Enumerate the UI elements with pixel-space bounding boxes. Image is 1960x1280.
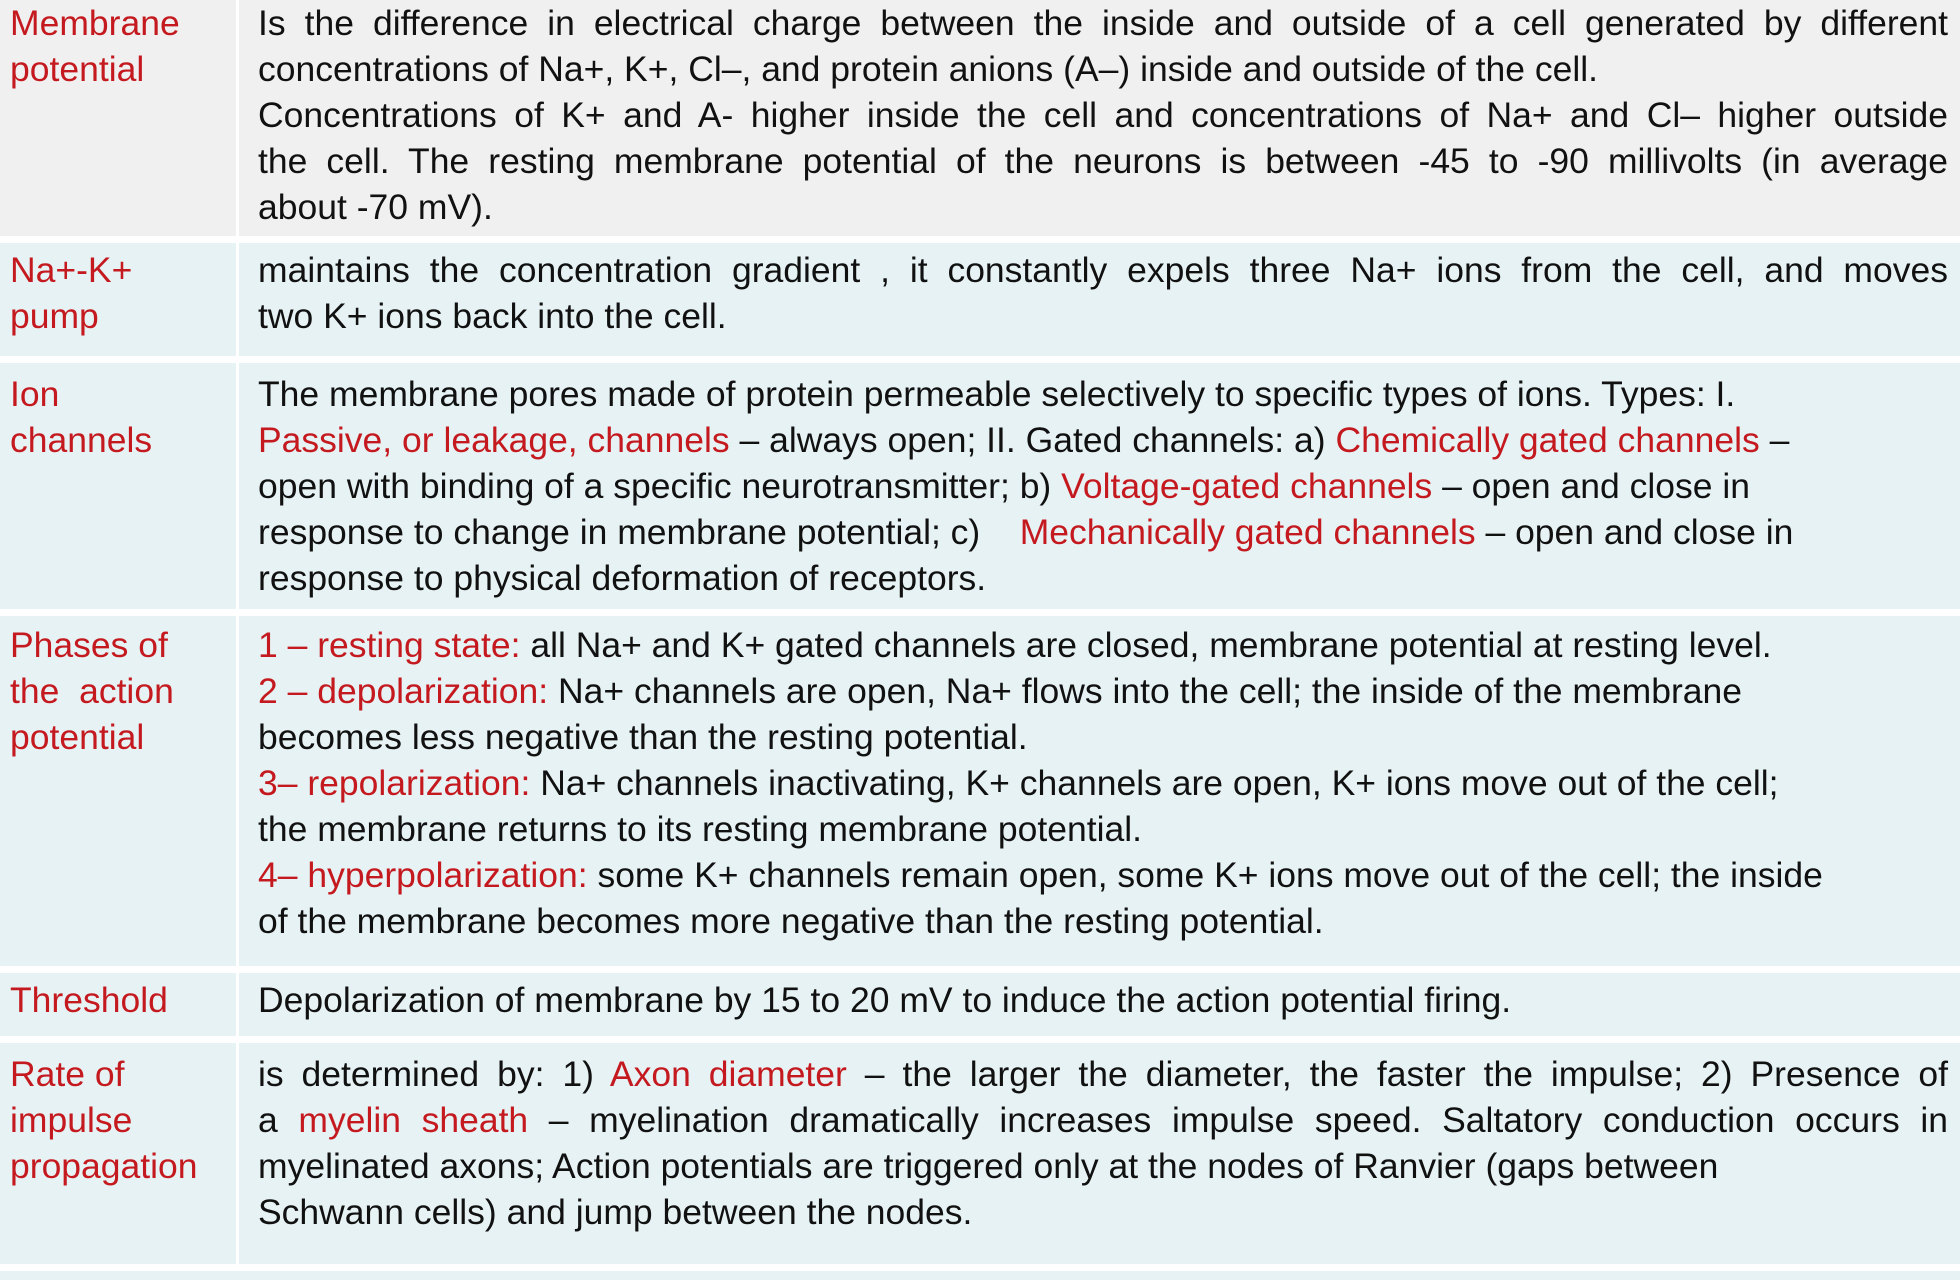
text-span: all Na+ and K+ gated channels are closed, membrane potential at resting level. <box>520 625 1772 665</box>
definition-line <box>258 417 1948 463</box>
term-line: Threshold <box>10 980 168 1020</box>
text-span: – open and close in <box>1432 466 1750 506</box>
highlight-term: Axon diameter <box>609 1054 847 1094</box>
table-row <box>0 243 1960 356</box>
term-cell <box>10 1051 225 1189</box>
text-span: Na+ channels are open, Na+ flows into the cell; the inside of the membrane <box>548 671 1743 711</box>
definition-line <box>258 509 1948 555</box>
table-row <box>0 973 1960 1036</box>
definition-line: about -70 mV). <box>258 187 493 227</box>
table-row <box>0 0 1960 236</box>
definition-cell <box>258 0 1948 230</box>
definition-cell <box>258 371 1948 601</box>
phase-line <box>258 760 1948 806</box>
definition-line: Schwann cells) and jump between the nodes. <box>258 1192 973 1232</box>
definition-cell <box>258 1051 1948 1235</box>
table-row <box>0 616 1960 966</box>
text-span: Na+ channels inactivating, K+ channels are open, K+ ions move out of the cell; <box>530 763 1779 803</box>
highlight-term: Passive, or leakage, channels <box>258 420 730 460</box>
phase-line <box>258 622 1948 668</box>
column-divider <box>236 363 239 609</box>
highlight-term: myelin sheath <box>298 1100 529 1140</box>
term-line: potential <box>10 717 145 757</box>
definition-line: concentrations of Na+, K+, Cl–, and protein anions (A–) inside and outside of the cell. <box>258 49 1598 89</box>
phase-label: 3– repolarization: <box>258 763 531 803</box>
column-divider <box>236 0 239 236</box>
phase-line: the membrane returns to its resting membrane potential. <box>258 809 1142 849</box>
table-row <box>0 1043 1960 1264</box>
term-line: Phases of <box>10 625 168 665</box>
phase-label: 4– hyperpolarization: <box>258 855 588 895</box>
phase-label: 1 – resting state: <box>258 625 521 665</box>
definition-line: the cell. The resting membrane potential of the neurons is between -45 to -90 millivolts (in average <box>258 141 1948 181</box>
phase-line <box>258 668 1948 714</box>
term-cell <box>10 977 225 1023</box>
term-line: pump <box>10 296 99 336</box>
term-line: channels <box>10 420 153 460</box>
phase-line: of the membrane becomes more negative than the resting potential. <box>258 901 1324 941</box>
highlight-term: Voltage-gated channels <box>1061 466 1433 506</box>
phase-label: 2 – depolarization: <box>258 671 549 711</box>
term-line: Membrane <box>10 3 180 43</box>
text-span: – <box>1759 420 1790 460</box>
highlight-term: Mechanically gated channels <box>1019 512 1476 552</box>
term-cell <box>10 247 225 339</box>
text-span: – the larger the diameter, the faster the impulse; 2) Presence of <box>846 1054 1949 1094</box>
column-divider <box>236 973 239 1036</box>
term-line: Ion <box>10 374 60 414</box>
text-span: response to change in membrane potential; c) <box>258 512 1020 552</box>
text-span: is determined by: 1) <box>258 1054 610 1094</box>
table-row-bottom-strip <box>0 1271 1960 1280</box>
highlight-term: Chemically gated channels <box>1335 420 1760 460</box>
term-line: impulse <box>10 1100 133 1140</box>
definition-line: two K+ ions back into the cell. <box>258 296 727 336</box>
definition-line: Is the difference in electrical charge between the inside and outside of a cell generated by different <box>258 3 1948 43</box>
term-line: potential <box>10 49 145 89</box>
text-span: – always open; II. Gated channels: a) <box>729 420 1336 460</box>
definition-line: Concentrations of K+ and A- higher inside the cell and concentrations of Na+ and Cl– higher outside <box>258 95 1948 135</box>
phase-line: becomes less negative than the resting potential. <box>258 717 1028 757</box>
definition-cell <box>258 247 1948 339</box>
definition-line <box>258 1051 1948 1097</box>
column-divider <box>236 616 239 966</box>
definition-line: The membrane pores made of protein permeable selectively to specific types of ions. Types: I. <box>258 374 1736 414</box>
text-span: – open and close in <box>1475 512 1794 552</box>
column-divider <box>236 1043 239 1264</box>
definition-cell <box>258 622 1948 944</box>
text-span: open with binding of a specific neurotransmitter; b) <box>258 466 1062 506</box>
term-line: propagation <box>10 1146 198 1186</box>
definition-line <box>258 1097 1948 1143</box>
definition-line: myelinated axons; Action potentials are triggered only at the nodes of Ranvier (gaps between <box>258 1146 1719 1186</box>
definition-line: Depolarization of membrane by 15 to 20 mV to induce the action potential firing. <box>258 980 1512 1020</box>
text-span: – myelination dramatically increases impulse speed. Saltatory conduction occurs in <box>528 1100 1948 1140</box>
term-line: Na+-K+ <box>10 250 133 290</box>
definition-line: maintains the concentration gradient , it constantly expels three Na+ ions from the cell, and moves <box>258 250 1948 290</box>
term-cell <box>10 622 225 760</box>
text-span: a <box>258 1100 299 1140</box>
term-line: Rate of <box>10 1054 125 1094</box>
column-divider <box>236 243 239 356</box>
definition-cell <box>258 977 1948 1023</box>
definition-line: response to physical deformation of receptors. <box>258 558 987 598</box>
term-cell <box>10 371 225 463</box>
term-line: the action <box>10 671 174 711</box>
phase-line <box>258 852 1948 898</box>
definition-line <box>258 463 1948 509</box>
text-span: some K+ channels remain open, some K+ ions move out of the cell; the inside <box>587 855 1823 895</box>
table-row <box>0 363 1960 609</box>
term-cell <box>10 0 225 92</box>
